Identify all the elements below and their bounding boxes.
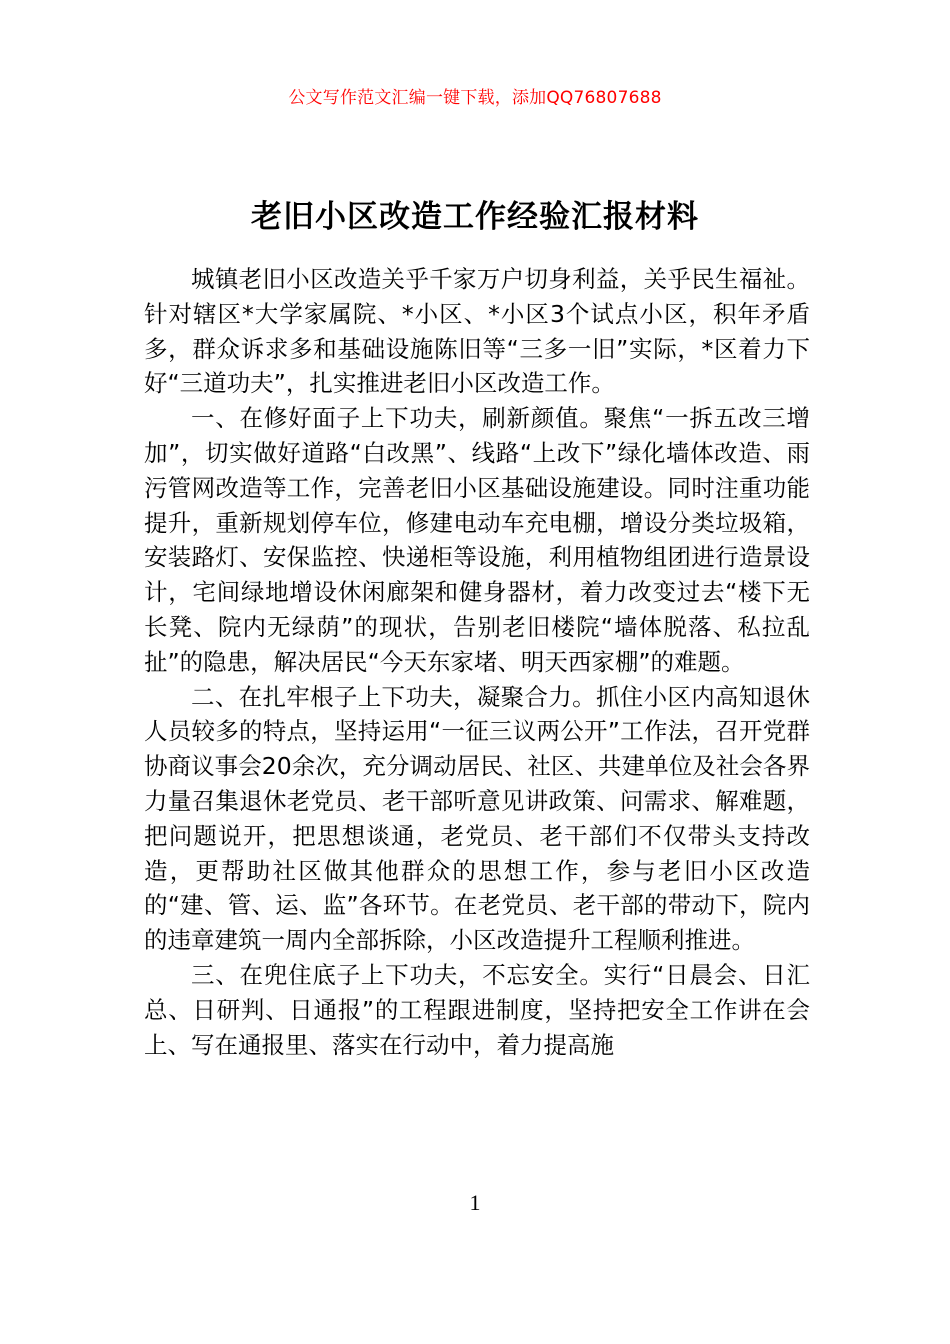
page-number: 1 [469,1190,481,1215]
paragraph-section-three: 三、在兜住底子上下功夫，不忘安全。实行“日晨会、日汇总、日研判、日通报”的工程跟进制度，坚持把安全工作讲在会上、写在通报里、落实在行动中，着力提高施 [144,960,810,1059]
document-body [144,262,810,1062]
download-banner: 公文写作范文汇编一键下载，添加QQ76807688 [288,88,662,108]
document-title: 老旧小区改造工作经验汇报材料 [251,198,699,235]
paragraph-section-one: 一、在修好面子上下功夫，刷新颜值。聚焦“一拆五改三增加”，切实做好道路“白改黑”、线路“上改下”绿化墙体改造、雨污管网改造等工作，完善老旧小区基础设施建设。同时注重功能提升，重新规划停车位，修建电动车充电棚，增设分类垃圾箱，安装路灯、安保监控、快递柜等设施，利用植物组团进行造景设计，宅间绿地增设休闲廊架和健身器材，着力改变过去“楼下无长凳、院内无绿荫”的现状，告别老旧楼院“墙体脱落、私拉乱扯”的隐患，解决居民“今天东家堵、明天西家棚”的难题。 [144,404,810,676]
paragraph-intro: 城镇老旧小区改造关乎千家万户切身利益，关乎民生福祉。针对辖区*大学家属院、*小区、*小区3个试点小区，积年矛盾多，群众诉求多和基础设施陈旧等“三多一旧”实际，*区着力下好“三道功夫”，扎实推进老旧小区改造工作。 [144,265,810,398]
paragraph-section-two: 二、在扎牢根子上下功夫，凝聚合力。抓住小区内高知退休人员较多的特点，坚持运用“一征三议两公开”工作法，召开党群协商议事会20余次，充分调动居民、社区、共建单位及社会各界力量召集退休老党员、老干部听意见讲政策、问需求、解难题，把问题说开，把思想谈通，老党员、老干部们不仅带头支持改造，更帮助社区做其他群众的思想工作，参与老旧小区改造的“建、管、运、监”各环节。在老党员、老干部的带动下，院内的违章建筑一周内全部拆除，小区改造提升工程顺利推进。 [144,682,810,955]
